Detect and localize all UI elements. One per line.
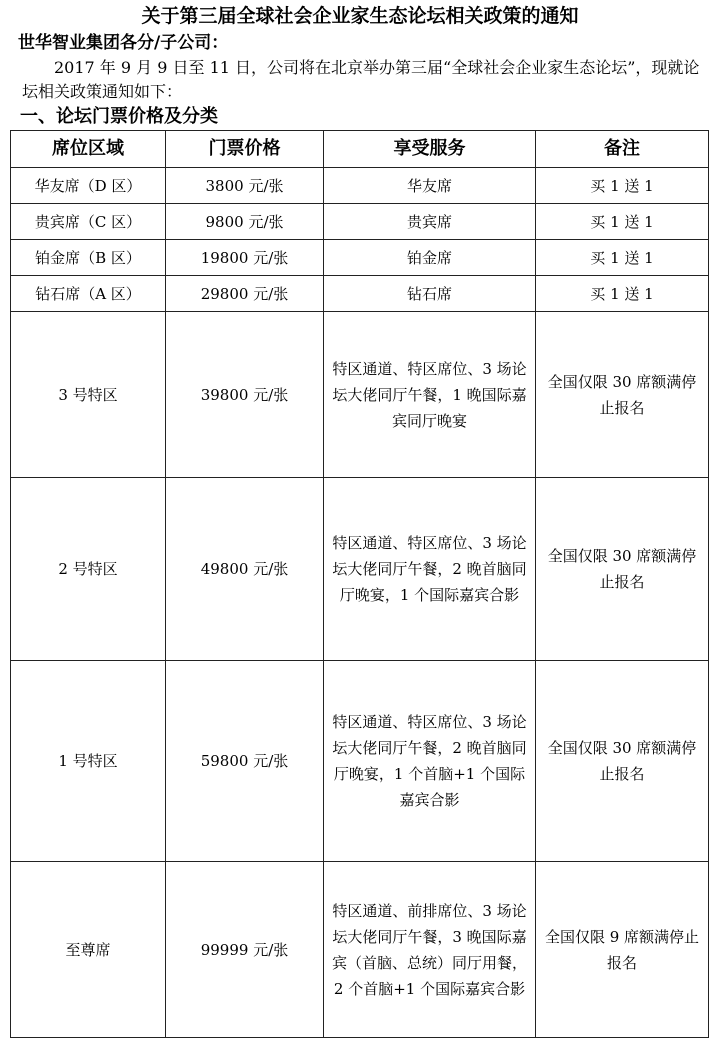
price-cell: 9800 元/张 — [166, 204, 324, 240]
service-cell: 华友席 — [324, 168, 536, 204]
remark-cell: 买 1 送 1 — [536, 276, 709, 312]
price-cell: 39800 元/张 — [166, 312, 324, 478]
service-cell: 特区通道、特区席位、3 场论坛大佬同厅午餐，2 晚首脑同厅晚宴，1 个国际嘉宾合影 — [324, 478, 536, 661]
header-services: 享受服务 — [324, 131, 536, 168]
table-header-row — [11, 131, 709, 168]
intro-paragraph: 2017 年 9 月 9 日至 11 日，公司将在北京举办第三届“全球社会企业家生态论坛”，现就论坛相关政策通知如下： — [22, 58, 700, 101]
remark-cell: 全国仅限 30 席额满停止报名 — [536, 661, 709, 862]
remark-cell: 全国仅限 30 席额满停止报名 — [536, 312, 709, 478]
seat-area-cell: 华友席（D 区） — [11, 168, 166, 204]
service-cell: 钻石席 — [324, 276, 536, 312]
table-row — [11, 862, 709, 1038]
seat-area-cell: 3 号特区 — [11, 312, 166, 478]
table-row — [11, 661, 709, 862]
header-seat-area: 席位区域 — [11, 131, 166, 168]
remark-cell: 全国仅限 30 席额满停止报名 — [536, 478, 709, 661]
price-cell: 3800 元/张 — [166, 168, 324, 204]
table-row — [11, 240, 709, 276]
table-row — [11, 276, 709, 312]
seat-area-cell: 至尊席 — [11, 862, 166, 1038]
table-row — [11, 204, 709, 240]
service-cell: 铂金席 — [324, 240, 536, 276]
service-cell: 特区通道、特区席位、3 场论坛大佬同厅午餐，2 晚首脑同厅晚宴，1 个首脑+1 个国际嘉宾合影 — [324, 661, 536, 862]
table-row — [11, 478, 709, 661]
header-ticket-price: 门票价格 — [166, 131, 324, 168]
seat-area-cell: 钻石席（A 区） — [11, 276, 166, 312]
seat-area-cell: 贵宾席（C 区） — [11, 204, 166, 240]
section-heading: 一、论坛门票价格及分类 — [20, 106, 218, 127]
seat-area-cell: 1 号特区 — [11, 661, 166, 862]
price-cell: 99999 元/张 — [166, 862, 324, 1038]
remark-cell: 买 1 送 1 — [536, 204, 709, 240]
price-cell: 29800 元/张 — [166, 276, 324, 312]
remark-cell: 买 1 送 1 — [536, 240, 709, 276]
addressee: 世华智业集团各分/子公司： — [18, 33, 229, 53]
service-cell: 特区通道、特区席位、3 场论坛大佬同厅午餐，1 晚国际嘉宾同厅晚宴 — [324, 312, 536, 478]
seat-area-cell: 2 号特区 — [11, 478, 166, 661]
table-row — [11, 312, 709, 478]
price-cell: 19800 元/张 — [166, 240, 324, 276]
seat-area-cell: 铂金席（B 区） — [11, 240, 166, 276]
price-cell: 49800 元/张 — [166, 478, 324, 661]
service-cell: 贵宾席 — [324, 204, 536, 240]
price-cell: 59800 元/张 — [166, 661, 324, 862]
document-title: 关于第三届全球社会企业家生态论坛相关政策的通知 — [141, 5, 579, 27]
remark-cell: 全国仅限 9 席额满停止报名 — [536, 862, 709, 1038]
header-remarks: 备注 — [536, 131, 709, 168]
ticket-price-table — [10, 130, 709, 1038]
table-row — [11, 168, 709, 204]
remark-cell: 买 1 送 1 — [536, 168, 709, 204]
service-cell: 特区通道、前排席位、3 场论坛大佬同厅午餐，3 晚国际嘉宾（首脑、总统）同厅用餐，2 个首脑+1 个国际嘉宾合影 — [324, 862, 536, 1038]
